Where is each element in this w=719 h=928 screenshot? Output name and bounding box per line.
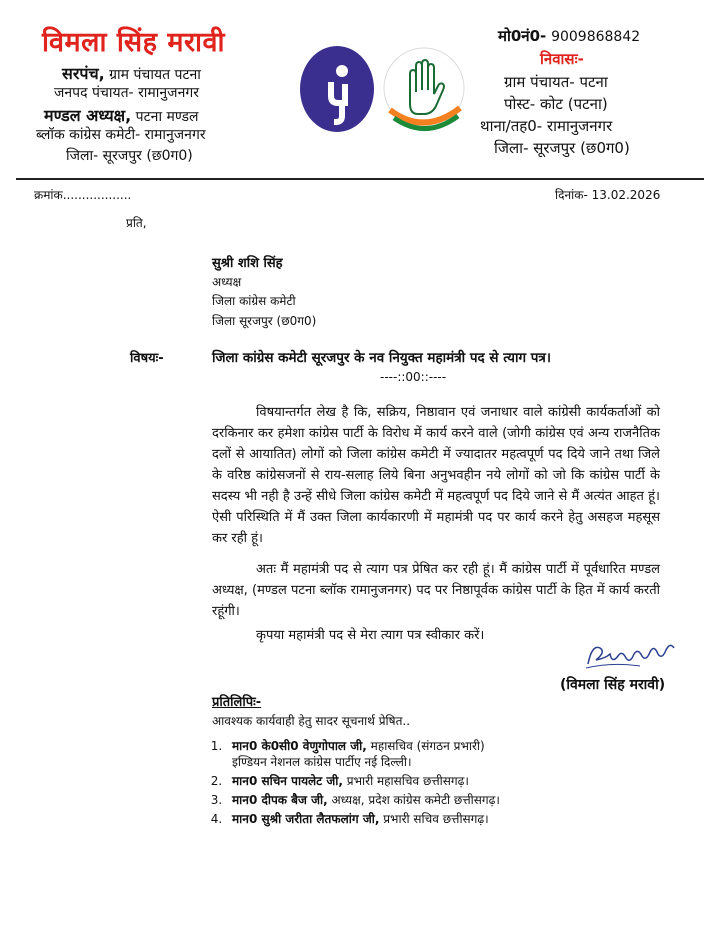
role-1-org: ग्राम पंचायत पटना [104, 67, 201, 83]
header-divider [16, 178, 704, 180]
copy-item-name: मान0 सचिन पायलेट जी, [232, 774, 343, 788]
signature-scribble [582, 634, 682, 674]
recipient-line-3: जिला सूरजपुर (छ0ग0) [212, 314, 317, 328]
signatory-name: (विमला सिंह मरावी) [560, 677, 666, 693]
subject-label: विषयः- [130, 351, 164, 366]
ref-number: क्रमांक.................. [34, 188, 132, 202]
mobile-number: 9009868842 [551, 29, 641, 45]
copy-item [226, 792, 628, 808]
copy-item [226, 773, 628, 789]
role-1-title: सरपंच, [62, 64, 105, 83]
congress-hand-logo [380, 44, 468, 136]
address-line-3: थाना/तह0- रामानुजनगर [480, 117, 613, 135]
subject-text: जिला कांग्रेस कमेटी सूरजपुर के नव नियुक्त महामंत्री पद से त्याग पत्र। [212, 350, 551, 366]
copy-item [226, 811, 628, 827]
body-paragraph-2: अतः मैं महामंत्री पद से त्याग पत्र प्रेषित कर रही हूं। मैं कांग्रेस पार्टी में पूर्वधारित मण्डल अध्यक्ष, (मण्डल पटना ब्लॉक रामानुजनगर) पद पर निष्ठापूर्वक कांग्रेस पार्टी के हित में कार्य करती रहूंगी। [212, 562, 660, 619]
pj-logo [298, 44, 376, 134]
address-label: निवासः- [540, 50, 584, 68]
subject-divider: ----::00::---- [380, 370, 447, 384]
copy-item-name: मान0 के0सी0 वेणुगोपाल जी, [232, 739, 367, 753]
role-2-title: मण्डल अध्यक्ष, [44, 106, 132, 125]
copy-item-desc: महासचिव (संगठन प्रभारी) [370, 739, 485, 753]
copy-item-desc: प्रभारी सचिव छत्तीसगढ़। [383, 812, 489, 826]
sender-name: विमला सिंह मरावी [42, 27, 226, 58]
copy-intro: आवश्यक कार्यवाही हेतु सादर सूचनार्थ प्रेषित.. [212, 714, 411, 728]
copy-item-name: मान0 सुश्री जरीता लैतफलांग जी, [232, 812, 380, 826]
copy-item-desc2: इण्डियन नेशनल कांग्रेस पार्टीए नई दिल्ली। [232, 755, 412, 769]
recipient-line-1: अध्यक्ष [212, 275, 242, 289]
mobile-label: मो0नं0- [498, 27, 547, 45]
address-line-4: जिला- सूरजपुर (छ0ग0) [494, 139, 630, 157]
address-line-2: पोस्ट- कोट (पटना) [504, 95, 608, 113]
copy-item [226, 738, 628, 770]
role-2-org: पटना मण्डल [131, 109, 199, 125]
copy-label: प्रतिलिपिः- [212, 695, 262, 710]
date-value: 13.02.2026 [591, 188, 661, 202]
mobile-line [498, 26, 640, 46]
copy-item-desc: अध्यक्ष, प्रदेश कांग्रेस कमेटी छत्तीसगढ़। [331, 793, 500, 807]
address-line-1: ग्राम पंचायत- पटना [504, 73, 608, 91]
role-1 [62, 62, 201, 84]
recipient-line-2: जिला कांग्रेस कमेटी [212, 294, 296, 308]
date-label: दिनांक- [555, 188, 588, 202]
to-label: प्रति, [126, 216, 147, 230]
body-paragraph-1: विषयान्तर्गत लेख है कि, सक्रिय, निष्ठावान एवं जनाधार वाले कांग्रेसी कार्यकर्ताओं को दरकिनार कर हमेशा कांग्रेस पार्टी के विरोध में कार्य करने वाले (जोगी कांग्रेस एवं अन्य राजनैतिक दलों से आयातित) लोगों को जिला कांग्रेस कमेटी में ज्यादातर महत्वपूर्ण पद दिये जाने तथा जिले के वरिष्ठ कांग्रेसजनों से राय-सलाह लिये बिना अनुभवहीन नये लोगों को जो कि कांग्रेस पार्टी के सदस्य भी नही है उन्हें सीधे जिला कांग्रेस कमेटी में महत्वपूर्ण पद दिये जाने से मैं अत्यंत आहत हूं। ऐसी परिस्थिति में मैं उक्त जिला कार्यकारणी में महामंत्री पद पर कार्य करने हेतु असहज महसूस कर रही हूं। [212, 405, 660, 546]
copy-item-desc: प्रभारी महासचिव छत्तीसगढ़। [346, 774, 469, 788]
copy-list [208, 738, 628, 830]
body-paragraph-3: कृपया महामंत्री पद से मेरा त्याग पत्र स्वीकार करें। [256, 628, 485, 643]
role-1-line2: जनपद पंचायत- रामानुजनगर [54, 85, 199, 101]
role-2-line3: जिला- सूरजपुर (छ0ग0) [66, 148, 193, 164]
copy-item-name: मान0 दीपक बैज जी, [232, 793, 328, 807]
role-2-line2: ब्लॉक कांग्रेस कमेटी- रामानुजनगर [36, 127, 206, 143]
role-2 [44, 104, 199, 126]
recipient-name: सुश्री शशि सिंह [212, 256, 283, 271]
date-line [555, 186, 660, 203]
